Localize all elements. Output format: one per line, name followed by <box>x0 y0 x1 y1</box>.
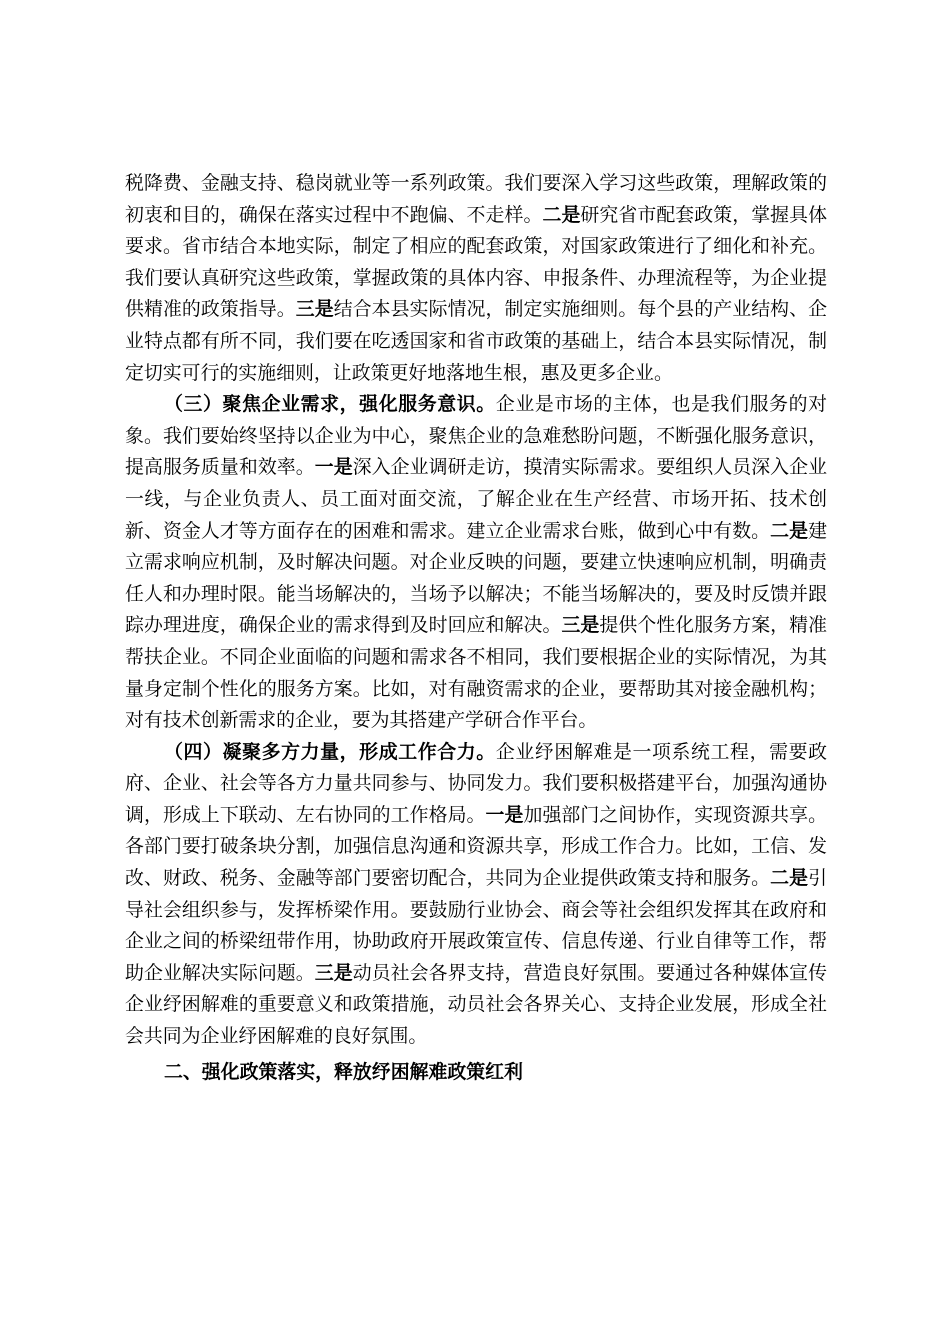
paragraph-text: 加强部门之间协作，实现资源共享。各部门要打破条块分割，加强信息沟通和资源共享，形成工作合力。比如，工信、发改、财政、税务、金融等部门要密切配合，共同为企业提供政策支持和服务。 <box>125 803 828 890</box>
point-marker-three: 三是 <box>295 298 334 321</box>
paragraph-text: 提供个性化服务方案，精准帮扶企业。不同企业面临的问题和需求各不相同，我们要根据企业的实际情况，为其量身定制个性化的服务方案。比如，对有融资需求的企业，要帮助其对接金融机构；对有技术创新需求的企业，要为其搭建产学研合作平台。 <box>125 614 828 732</box>
point-marker-one: 一是 <box>314 456 353 479</box>
subsection-heading-3: （三）聚焦企业需求，强化服务意识。 <box>164 393 496 416</box>
paragraph-enterprise-needs <box>125 389 827 737</box>
paragraph-text: 研究省市配套政策，掌握具体要求。省市结合本地实际，制定了相应的配套政策，对国家政策进行了细化和补充。我们要认真研究这些政策，掌握政策的具体内容、申报条件、办理流程等，为企业提供精准的政策指导。 <box>125 203 828 321</box>
point-marker-two: 二是 <box>770 867 809 890</box>
paragraph-text: 企业是市场的主体，也是我们服务的对象。我们要始终坚持以企业为中心，聚焦企业的急难愁盼问题，不断强化服务意识，提高服务质量和效率。 <box>125 393 828 479</box>
paragraph-text: 建立需求响应机制，及时解决问题。对企业反映的问题，要建立快速响应机制，明确责任人和办理时限。能当场解决的，当场予以解决；不能当场解决的，要及时反馈并跟踪办理进度，确保企业的需求得到及时回应和解决。 <box>125 519 828 637</box>
paragraph-text: 企业纾困解难是一项系统工程，需要政府、企业、社会等各方力量共同参与、协同发力。我们要积极搭建平台，加强沟通协调，形成上下联动、左右协同的工作格局。 <box>125 740 828 826</box>
paragraph-policy-study <box>125 168 827 389</box>
point-marker-two: 二是 <box>770 519 809 542</box>
paragraph-text: 引导社会组织参与，发挥桥梁作用。要鼓励行业协会、商会等社会组织发挥其在政府和企业之间的桥梁纽带作用，协助政府开展政策宣传、信息传递、行业自律等工作，帮助企业解决实际问题。 <box>125 867 828 984</box>
document-page <box>125 168 827 1088</box>
point-marker-three: 三是 <box>314 961 353 984</box>
section-heading: 二、强化政策落实，释放纾困解难政策红利 <box>164 1060 523 1083</box>
point-marker-one: 一是 <box>485 803 524 826</box>
paragraph-text: 动员社会各界支持，营造良好氛围。要通过各种媒体宣传企业纾困解难的重要意义和政策措施，动员社会各界关心、支持企业发展，形成全社会共同为企业纾困解难的良好氛围。 <box>125 961 828 1048</box>
subsection-heading-4: （四）凝聚多方力量，形成工作合力。 <box>164 740 496 763</box>
paragraph-text: 税降费、金融支持、稳岗就业等一系列政策。我们要深入学习这些政策，理解政策的初衷和目的，确保在落实过程中不跑偏、不走样。 <box>125 172 827 226</box>
paragraph-joint-effort <box>125 737 827 1053</box>
point-marker-two: 二是 <box>542 203 581 226</box>
paragraph-text: 结合本县实际情况，制定实施细则。每个县的产业结构、企业特点都有所不同，我们要在吃透国家和省市政策的基础上，结合本县实际情况，制定切实可行的实施细则，让政策更好地落地生根，惠及更多企业。 <box>125 298 828 384</box>
point-marker-three: 三是 <box>561 614 600 637</box>
paragraph-text: 深入企业调研走访，摸清实际需求。要组织人员深入企业一线，与企业负责人、员工面对面交流，了解企业在生产经营、市场开拓、技术创新、资金人才等方面存在的困难和需求。建立企业需求台账，做到心中有数。 <box>125 456 828 542</box>
